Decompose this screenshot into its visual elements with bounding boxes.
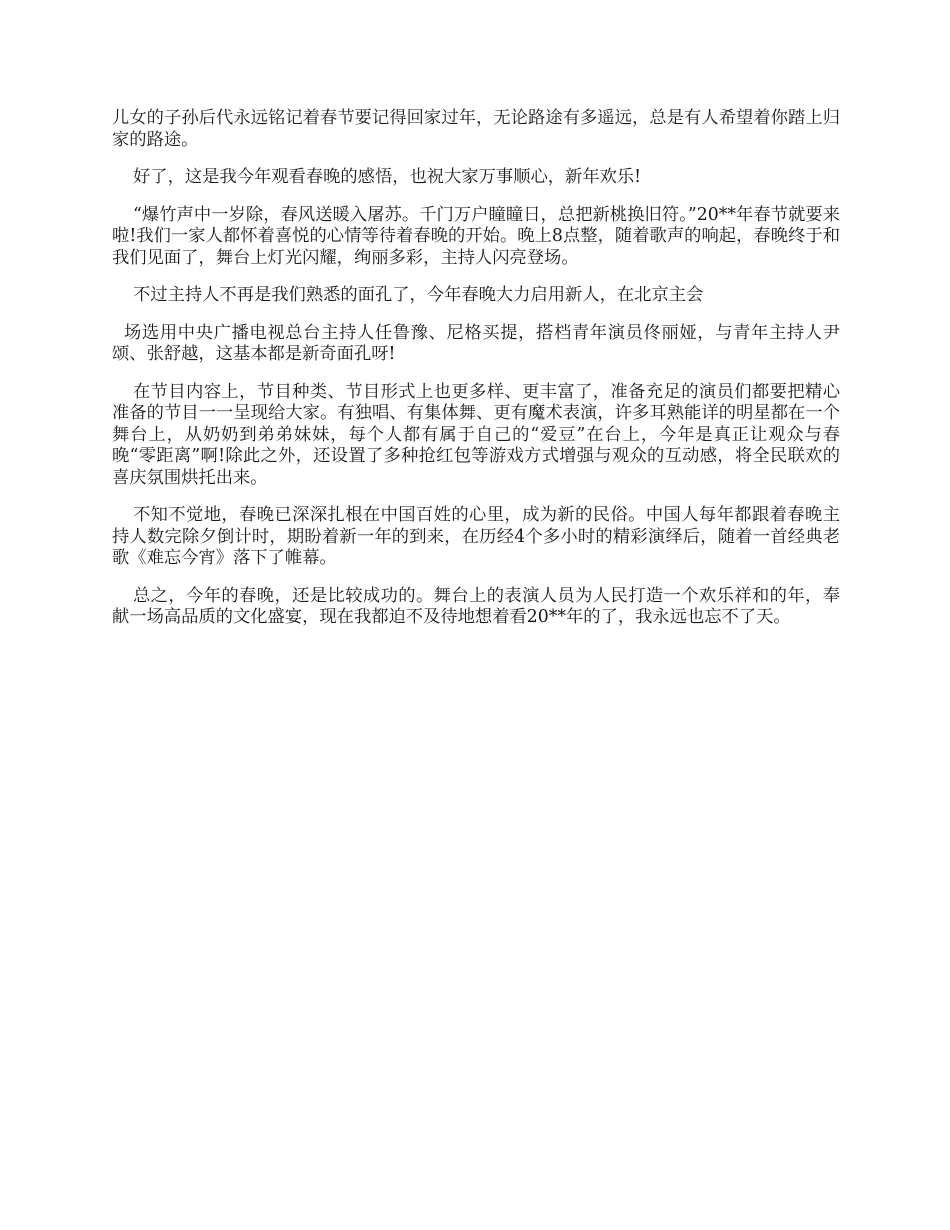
paragraph-5: 场选用中央广播电视总台主持人任鲁豫、尼格买提，搭档青年演员佟丽娅，与青年主持人尹颂、张舒越，这基本都是新奇面孔呀! (112, 322, 840, 364)
document-body (112, 108, 840, 645)
paragraph-2: 好了，这是我今年观看春晚的感悟，也祝大家万事顺心，新年欢乐! (133, 167, 642, 187)
paragraph-1: 儿女的子孙后代永远铭记着春节要记得回家过年，无论路途有多遥远，总是有人希望着你踏上归家的路途。 (112, 108, 840, 150)
paragraph-4: 不过主持人不再是我们熟悉的面孔了，今年春晚大力启用新人，在北京主会 (133, 285, 704, 305)
paragraph-8: 总之，今年的春晚，还是比较成功的。舞台上的表演人员为人民打造一个欢乐祥和的年，奉献一场高品质的文化盛宴，现在我都迫不及待地想着看20**年的了，我永远也忘不了天。 (112, 585, 840, 627)
paragraph-7: 不知不觉地，春晚已深深扎根在中国百姓的心里，成为新的民俗。中国人每年都跟着春晚主持人数完除夕倒计时，期盼着新一年的到来，在历经4个多小时的精彩演绎后，随着一首经典老歌《难忘今宵》落下了帷幕。 (112, 505, 840, 568)
paragraph-3: “爆竹声中一岁除，春风送暖入屠苏。千门万户瞳瞳日，总把新桃换旧符。”20**年春节就要来啦!我们一家人都怀着喜悦的心情等待着春晚的开始。晚上8点整，随着歌声的响起，春晚终于和我们见面了，舞台上灯光闪耀，绚丽多彩，主持人闪亮登场。 (112, 204, 840, 268)
paragraph-6: 在节目内容上，节目种类、节目形式上也更多样、更丰富了，准备充足的演员们都要把精心准备的节目一一呈现给大家。有独唱、有集体舞、更有魔术表演，许多耳熟能详的明星都在一个舞台上，从奶奶到弟弟妹妹，每个人都有属于自己的“爱豆”在台上，今年是真正让观众与春晚“零距离”啊!除此之外，还设置了多种抢红包等游戏方式增强与观众的互动感，将全民联欢的喜庆氛围烘托出来。 (112, 381, 840, 488)
